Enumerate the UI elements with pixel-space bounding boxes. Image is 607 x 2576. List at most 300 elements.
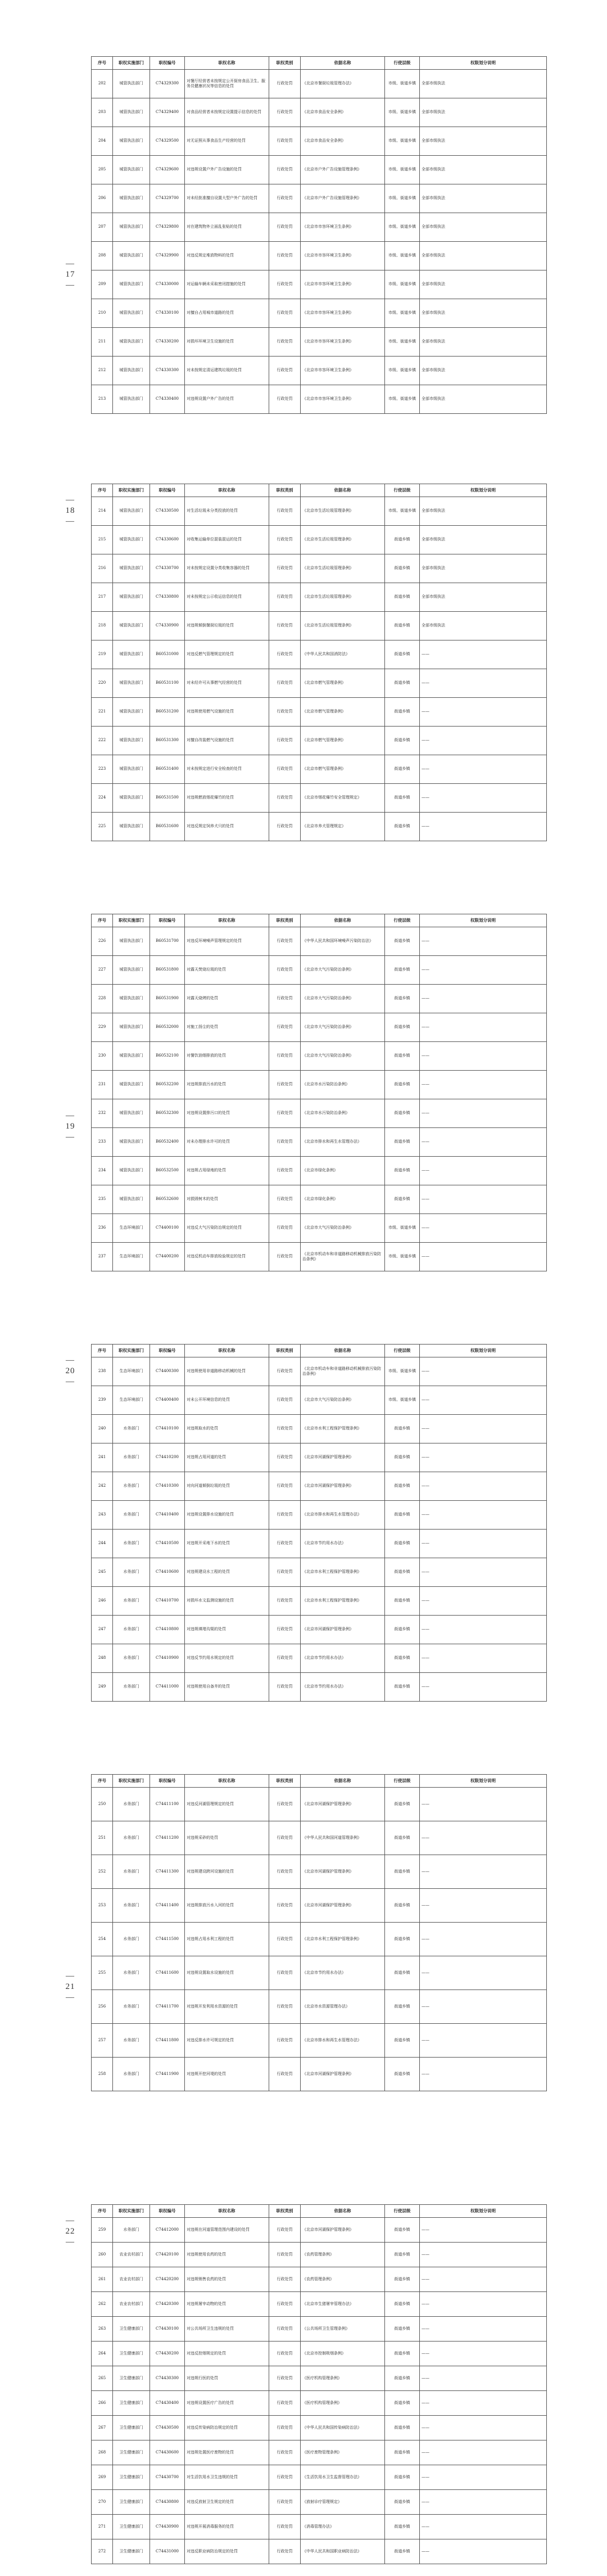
table-cell: C74400100 — [150, 1214, 185, 1243]
table-cell: 行政处罚 — [269, 1042, 301, 1071]
table-cell: 205 — [92, 156, 113, 184]
table-cell: 全部市级执法 — [420, 270, 547, 299]
table-cell: 行政处罚 — [269, 1386, 301, 1415]
table-cell: 《农药管理条例》 — [301, 2267, 385, 2292]
column-header: 行使层级 — [385, 1345, 420, 1357]
table-cell: 对无证照从事食品生产经营的处罚 — [185, 127, 269, 156]
table-cell: C74430400 — [150, 2391, 185, 2416]
table-cell: 《农药管理条例》 — [301, 2243, 385, 2267]
table-cell: 行政处罚 — [269, 2243, 301, 2267]
table-cell: 城管执法部门 — [113, 299, 150, 328]
table-cell: C74410500 — [150, 1530, 185, 1558]
table-cell: —— — [420, 1990, 547, 2024]
table-cell: C74410900 — [150, 1644, 185, 1673]
table-cell: 《北京市生活垃圾管理条例》 — [301, 554, 385, 583]
table-cell: C74411100 — [150, 1788, 185, 1821]
table-cell: B60531800 — [150, 956, 185, 985]
table-row — [92, 784, 547, 813]
table-cell: 街道乡镇 — [385, 1157, 420, 1185]
table-cell: 《北京市河湖保护管理条例》 — [301, 1472, 385, 1501]
table-cell: 266 — [92, 2391, 113, 2416]
table-row — [92, 2218, 547, 2243]
table-cell: 《中华人民共和国职业病防治法》 — [301, 2539, 385, 2564]
authority-table — [91, 56, 547, 414]
table-row — [92, 1386, 547, 1415]
table-cell: 270 — [92, 2490, 113, 2515]
table-cell: 水务部门 — [113, 1644, 150, 1673]
page-number: — 18 — — [65, 495, 75, 526]
table-cell: 《北京市生活垃圾管理条例》 — [301, 612, 385, 640]
table-cell: 农业农村部门 — [113, 2292, 150, 2317]
table-cell: 街道乡镇 — [385, 2267, 420, 2292]
table-cell: C74410300 — [150, 1472, 185, 1501]
table-row — [92, 2342, 547, 2366]
table-cell: 对违规在河道管理范围内建设的处罚 — [185, 2218, 269, 2243]
table-cell: 227 — [92, 956, 113, 985]
table-cell: 《北京市食品安全条例》 — [301, 98, 385, 127]
table-cell: 212 — [92, 357, 113, 385]
table-cell: 对擅自改装燃气设施的处罚 — [185, 727, 269, 755]
table-cell: 市级、街道乡镇 — [385, 242, 420, 270]
table-cell: 《北京市排水和再生水管理办法》 — [301, 2024, 385, 2058]
table-cell: 253 — [92, 1889, 113, 1923]
table-cell: B60531300 — [150, 727, 185, 755]
table-cell: 248 — [92, 1644, 113, 1673]
table-cell: 街道乡镇 — [385, 2490, 420, 2515]
table-cell: 行政处罚 — [269, 755, 301, 784]
table-cell: 行政处罚 — [269, 1855, 301, 1889]
table-cell: 《北京市食品安全条例》 — [301, 127, 385, 156]
table-cell: 城管执法部门 — [113, 1071, 150, 1099]
table-cell: 《北京市生活垃圾管理条例》 — [301, 497, 385, 526]
table-cell: 《北京市大气污染防治条例》 — [301, 985, 385, 1013]
table-cell: 街道乡镇 — [385, 755, 420, 784]
table-cell: 对违规销售农药的处罚 — [185, 2267, 269, 2292]
table-cell: 《北京市生活垃圾管理条例》 — [301, 526, 385, 554]
table-cell: 268 — [92, 2440, 113, 2465]
table-cell: —— — [420, 1243, 547, 1271]
table-cell: 对露天焚烧垃圾的处罚 — [185, 956, 269, 985]
table-cell: 230 — [92, 1042, 113, 1071]
table-cell: 对违规使用自备井的处罚 — [185, 1673, 269, 1702]
column-header: 职权实施部门 — [113, 1775, 150, 1788]
table-cell: 226 — [92, 927, 113, 956]
table-cell: 232 — [92, 1099, 113, 1128]
table-cell: —— — [420, 1157, 547, 1185]
table-row — [92, 2465, 547, 2490]
table-cell: 街道乡镇 — [385, 813, 420, 841]
table-cell: 城管执法部门 — [113, 813, 150, 841]
table-cell: —— — [420, 784, 547, 813]
table-cell: 252 — [92, 1855, 113, 1889]
table-cell: 街道乡镇 — [385, 640, 420, 669]
table-cell: 街道乡镇 — [385, 784, 420, 813]
column-header: 序号 — [92, 2205, 113, 2218]
table-cell: 256 — [92, 1990, 113, 2024]
table-cell: —— — [420, 1501, 547, 1530]
table-cell: 行政处罚 — [269, 1673, 301, 1702]
table-cell: 对未经许可从事燃气经营的处罚 — [185, 669, 269, 698]
table-row — [92, 1956, 547, 1990]
table-cell: 对违反规定堆放物料的处罚 — [185, 242, 269, 270]
table-cell: 272 — [92, 2539, 113, 2564]
table-row — [92, 357, 547, 385]
table-cell: 对违反放射卫生规定的处罚 — [185, 2490, 269, 2515]
table-cell: 街道乡镇 — [385, 612, 420, 640]
table-cell: —— — [420, 698, 547, 727]
table-cell: 《中华人民共和国消防法》 — [301, 640, 385, 669]
table-cell: 对违反机动车排放检验规定的处罚 — [185, 1243, 269, 1271]
table-row — [92, 669, 547, 698]
column-header: 职权实施部门 — [113, 914, 150, 927]
table-cell: 街道乡镇 — [385, 1501, 420, 1530]
table-cell: 对未按规定设置分类收集容器的处罚 — [185, 554, 269, 583]
table-row — [92, 2292, 547, 2317]
table-cell: 城管执法部门 — [113, 242, 150, 270]
table-cell: 对违规占用绿地的处罚 — [185, 1157, 269, 1185]
table-cell: 对违规开展消毒服务的处罚 — [185, 2515, 269, 2539]
table-cell: 269 — [92, 2465, 113, 2490]
table-cell: C74430200 — [150, 2342, 185, 2366]
table-cell: 《中华人民共和国环境噪声污染防治法》 — [301, 927, 385, 956]
table-row — [92, 1472, 547, 1501]
table-cell: C74411500 — [150, 1923, 185, 1956]
table-row — [92, 184, 547, 213]
table-cell: 行政处罚 — [269, 184, 301, 213]
table-cell: 街道乡镇 — [385, 2292, 420, 2317]
table-cell: 《北京市市容环境卫生条例》 — [301, 385, 385, 414]
table-cell: 行政处罚 — [269, 2292, 301, 2317]
table-cell: 对违规屠宰动物的处罚 — [185, 2292, 269, 2317]
column-header: 职权类别 — [269, 1775, 301, 1788]
table-cell: 卫生健康部门 — [113, 2366, 150, 2391]
table-row — [92, 554, 547, 583]
table-cell: 233 — [92, 1128, 113, 1157]
table-cell: 行政处罚 — [269, 1821, 301, 1855]
table-cell: —— — [420, 1587, 547, 1616]
table-cell: 街道乡镇 — [385, 956, 420, 985]
table-cell: —— — [420, 2058, 547, 2091]
table-cell: —— — [420, 640, 547, 669]
table-cell: 《北京市控制吸烟条例》 — [301, 2342, 385, 2366]
table-row — [92, 1587, 547, 1616]
table-cell: 《北京市餐厨垃圾管理办法》 — [301, 70, 385, 98]
table-cell: 对生活饮用水卫生违规的处罚 — [185, 2465, 269, 2490]
table-cell: 城管执法部门 — [113, 985, 150, 1013]
table-cell: C74400400 — [150, 1386, 185, 1415]
table-cell: 行政处罚 — [269, 1587, 301, 1616]
table-cell: 对损毁树木的处罚 — [185, 1185, 269, 1214]
table-cell: —— — [420, 1956, 547, 1990]
table-cell: 街道乡镇 — [385, 1185, 420, 1214]
table-cell: 行政处罚 — [269, 2539, 301, 2564]
page-number: — 19 — — [65, 1111, 75, 1142]
table-cell: 对擅自占用城市道路的处罚 — [185, 299, 269, 328]
table-cell: 街道乡镇 — [385, 2440, 420, 2465]
table-cell: 219 — [92, 640, 113, 669]
table-cell: B60532600 — [150, 1185, 185, 1214]
table-cell: 对违规排放污水入河的处罚 — [185, 1889, 269, 1923]
table-row — [92, 927, 547, 956]
table-cell: 《北京市河湖保护管理条例》 — [301, 1855, 385, 1889]
table-cell: 城管执法部门 — [113, 784, 150, 813]
table-cell: C74330000 — [150, 270, 185, 299]
table-cell: 街道乡镇 — [385, 1530, 420, 1558]
table-cell: 行政处罚 — [269, 2317, 301, 2342]
table-cell: 街道乡镇 — [385, 1558, 420, 1587]
table-cell: —— — [420, 2465, 547, 2490]
table-cell: —— — [420, 1558, 547, 1587]
table-cell: 对违规设置医疗广告的处罚 — [185, 2391, 269, 2416]
table-cell: 《北京市户外广告设施管理条例》 — [301, 184, 385, 213]
table-cell: C74420100 — [150, 2243, 185, 2267]
table-cell: C74400200 — [150, 1243, 185, 1271]
table-cell: 行政处罚 — [269, 1357, 301, 1386]
table-cell: —— — [420, 2366, 547, 2391]
table-cell: 《中华人民共和国河道管理条例》 — [301, 1821, 385, 1855]
table-cell: 水务部门 — [113, 1530, 150, 1558]
table-cell: 对违反环境噪声管理规定的处罚 — [185, 927, 269, 956]
table-cell: 对违规占用河道的处罚 — [185, 1443, 269, 1472]
table-cell: 城管执法部门 — [113, 357, 150, 385]
table-cell: 城管执法部门 — [113, 70, 150, 98]
table-cell: 行政处罚 — [269, 2366, 301, 2391]
table-row — [92, 1855, 547, 1889]
table-cell: —— — [420, 1185, 547, 1214]
table-row — [92, 1616, 547, 1644]
table-cell: 街道乡镇 — [385, 2058, 420, 2091]
table-cell: —— — [420, 2539, 547, 2564]
table-row — [92, 1990, 547, 2024]
table-cell: 对违规开采地下水的处罚 — [185, 1530, 269, 1558]
table-cell: 208 — [92, 242, 113, 270]
table-cell: 264 — [92, 2342, 113, 2366]
table-cell: C74330800 — [150, 583, 185, 612]
table-row — [92, 2267, 547, 2292]
table-cell: 城管执法部门 — [113, 497, 150, 526]
table-cell: 卫生健康部门 — [113, 2465, 150, 2490]
column-header: 序号 — [92, 914, 113, 927]
table-cell: 《北京市节约用水办法》 — [301, 1956, 385, 1990]
table-cell: 街道乡镇 — [385, 669, 420, 698]
table-cell: 行政处罚 — [269, 1530, 301, 1558]
table-cell: 《北京市大气污染防治条例》 — [301, 1042, 385, 1071]
table-cell: 《北京市大气污染防治条例》 — [301, 1386, 385, 1415]
table-cell: 对收集运输单位混装混运的处罚 — [185, 526, 269, 554]
table-cell: 行政处罚 — [269, 985, 301, 1013]
table-cell: 《北京市水污染防治条例》 — [301, 1071, 385, 1099]
table-cell: 《消毒管理办法》 — [301, 2515, 385, 2539]
table-cell: B60531900 — [150, 985, 185, 1013]
table-row — [92, 1644, 547, 1673]
table-cell: 街道乡镇 — [385, 1472, 420, 1501]
table-cell: 城管执法部门 — [113, 612, 150, 640]
table-cell: 《北京市节约用水办法》 — [301, 1644, 385, 1673]
table-cell: C74329500 — [150, 127, 185, 156]
column-header: 职权编号 — [150, 1775, 185, 1788]
column-header: 行使层级 — [385, 484, 420, 497]
table-cell: 行政处罚 — [269, 70, 301, 98]
table-cell: 街道乡镇 — [385, 2024, 420, 2058]
table-cell: —— — [420, 1099, 547, 1128]
page-number: — 17 — — [65, 259, 75, 290]
table-cell: 水务部门 — [113, 1956, 150, 1990]
table-cell: 258 — [92, 2058, 113, 2091]
table-cell: C74329300 — [150, 70, 185, 98]
table-cell: 行政处罚 — [269, 2342, 301, 2366]
table-cell: 街道乡镇 — [385, 2539, 420, 2564]
table-cell: C74431000 — [150, 2539, 185, 2564]
table-cell: 城管执法部门 — [113, 156, 150, 184]
table-cell: —— — [420, 1042, 547, 1071]
table-cell: 水务部门 — [113, 1587, 150, 1616]
table-cell: 225 — [92, 813, 113, 841]
table-cell: 卫生健康部门 — [113, 2490, 150, 2515]
table-cell: 行政处罚 — [269, 2024, 301, 2058]
table-cell: —— — [420, 2024, 547, 2058]
table-row — [92, 299, 547, 328]
table-row — [92, 985, 547, 1013]
table-cell: 行政处罚 — [269, 1185, 301, 1214]
table-row — [92, 1415, 547, 1443]
table-cell: 242 — [92, 1472, 113, 1501]
table-cell: C74411200 — [150, 1821, 185, 1855]
table-cell: —— — [420, 2440, 547, 2465]
column-header: 职权编号 — [150, 57, 185, 70]
table-cell: C74420300 — [150, 2292, 185, 2317]
table-cell: 对违规建设水工程的处罚 — [185, 1558, 269, 1587]
table-cell: 对违规设置排污口的处罚 — [185, 1099, 269, 1128]
table-cell: 市级、街道乡镇 — [385, 357, 420, 385]
table-row — [92, 127, 547, 156]
table-cell: 街道乡镇 — [385, 1013, 420, 1042]
column-header: 职权类别 — [269, 2205, 301, 2218]
table-cell: 全部市级执法 — [420, 554, 547, 583]
table-cell: 《北京市水利工程保护管理条例》 — [301, 1558, 385, 1587]
column-header: 依据名称 — [301, 1345, 385, 1357]
table-cell: 228 — [92, 985, 113, 1013]
column-header: 依据名称 — [301, 2205, 385, 2218]
table-cell: —— — [420, 1673, 547, 1702]
table-row — [92, 98, 547, 127]
table-cell: 街道乡镇 — [385, 2515, 420, 2539]
table-cell: 对未办理排水许可的处罚 — [185, 1128, 269, 1157]
table-row — [92, 2440, 547, 2465]
table-cell: 《公共场所卫生管理条例》 — [301, 2317, 385, 2342]
table-cell: 《北京市水利工程保护管理条例》 — [301, 1415, 385, 1443]
table-cell: 水务部门 — [113, 2024, 150, 2058]
table-cell: 街道乡镇 — [385, 2218, 420, 2243]
table-row — [92, 612, 547, 640]
table-cell: 《北京市排水和再生水管理办法》 — [301, 1128, 385, 1157]
table-cell: —— — [420, 2391, 547, 2416]
table-cell: 《北京市河湖保护管理条例》 — [301, 1443, 385, 1472]
column-header: 权限划分说明 — [420, 914, 547, 927]
table-header-row — [92, 2205, 547, 2218]
table-cell: 对违规排放污水的处罚 — [185, 1071, 269, 1099]
table-cell: 城管执法部门 — [113, 328, 150, 357]
table-cell: 水务部门 — [113, 1415, 150, 1443]
table-cell: 237 — [92, 1243, 113, 1271]
table-cell: 水务部门 — [113, 1990, 150, 2024]
table-cell: 204 — [92, 127, 113, 156]
table-cell: 水务部门 — [113, 1855, 150, 1889]
table-cell: 行政处罚 — [269, 526, 301, 554]
table-row — [92, 385, 547, 414]
table-cell: 街道乡镇 — [385, 1443, 420, 1472]
table-cell: 全部市级执法 — [420, 357, 547, 385]
table-cell: 对违反控烟规定的处罚 — [185, 2342, 269, 2366]
table-cell: C74411600 — [150, 1956, 185, 1990]
table-row — [92, 2024, 547, 2058]
table-row — [92, 270, 547, 299]
table-cell: 全部市级执法 — [420, 213, 547, 242]
table-cell: 街道乡镇 — [385, 583, 420, 612]
table-cell: C74430600 — [150, 2440, 185, 2465]
table-cell: 234 — [92, 1157, 113, 1185]
table-cell: 对违反大气污染防治规定的处罚 — [185, 1214, 269, 1243]
table-cell: 对违规采砂的处罚 — [185, 1821, 269, 1855]
table-cell: 城管执法部门 — [113, 213, 150, 242]
table-cell: 《北京市河湖保护管理条例》 — [301, 1889, 385, 1923]
table-cell: 对违规使用农药的处罚 — [185, 2243, 269, 2267]
table-cell: 对未按规定进行安全检查的处罚 — [185, 755, 269, 784]
table-cell: 行政处罚 — [269, 554, 301, 583]
table-cell: 卫生健康部门 — [113, 2391, 150, 2416]
table-cell: 水务部门 — [113, 1923, 150, 1956]
table-cell: 水务部门 — [113, 1558, 150, 1587]
table-cell: C74430900 — [150, 2515, 185, 2539]
table-cell: 水务部门 — [113, 2058, 150, 2091]
table-cell: 街道乡镇 — [385, 2317, 420, 2342]
table-row — [92, 242, 547, 270]
column-header: 职权名称 — [185, 914, 269, 927]
authority-table — [91, 2204, 547, 2564]
table-cell: 244 — [92, 1530, 113, 1558]
table-cell: —— — [420, 669, 547, 698]
table-cell: 行政处罚 — [269, 2490, 301, 2515]
table-cell: 235 — [92, 1185, 113, 1214]
table-row — [92, 1501, 547, 1530]
table-cell: 城管执法部门 — [113, 1157, 150, 1185]
column-header: 职权类别 — [269, 57, 301, 70]
table-cell: 市级、街道乡镇 — [385, 1386, 420, 1415]
table-cell: —— — [420, 2292, 547, 2317]
table-cell: —— — [420, 2218, 547, 2243]
table-cell: 对违规取水的处罚 — [185, 1415, 269, 1443]
table-cell: 行政处罚 — [269, 1788, 301, 1821]
table-cell: 水务部门 — [113, 2218, 150, 2243]
table-cell: 城管执法部门 — [113, 640, 150, 669]
column-header: 权限划分说明 — [420, 1345, 547, 1357]
table-cell: 对违规填堵沟渠的处罚 — [185, 1616, 269, 1644]
table-cell: 行政处罚 — [269, 2515, 301, 2539]
table-cell: 《北京市河湖保护管理条例》 — [301, 1788, 385, 1821]
table-cell: 街道乡镇 — [385, 1821, 420, 1855]
table-cell: 《北京市绿化条例》 — [301, 1185, 385, 1214]
column-header: 职权实施部门 — [113, 1345, 150, 1357]
table-cell: C74329700 — [150, 184, 185, 213]
table-cell: 街道乡镇 — [385, 927, 420, 956]
table-cell: 263 — [92, 2317, 113, 2342]
table-cell: 对违规使用燃气设施的处罚 — [185, 698, 269, 727]
table-cell: C74329400 — [150, 98, 185, 127]
table-cell: B60531100 — [150, 669, 185, 698]
table-cell: 全部市级执法 — [420, 156, 547, 184]
table-cell: C74330300 — [150, 357, 185, 385]
table-cell: —— — [420, 1128, 547, 1157]
table-cell: 市级、街道乡镇 — [385, 1357, 420, 1386]
